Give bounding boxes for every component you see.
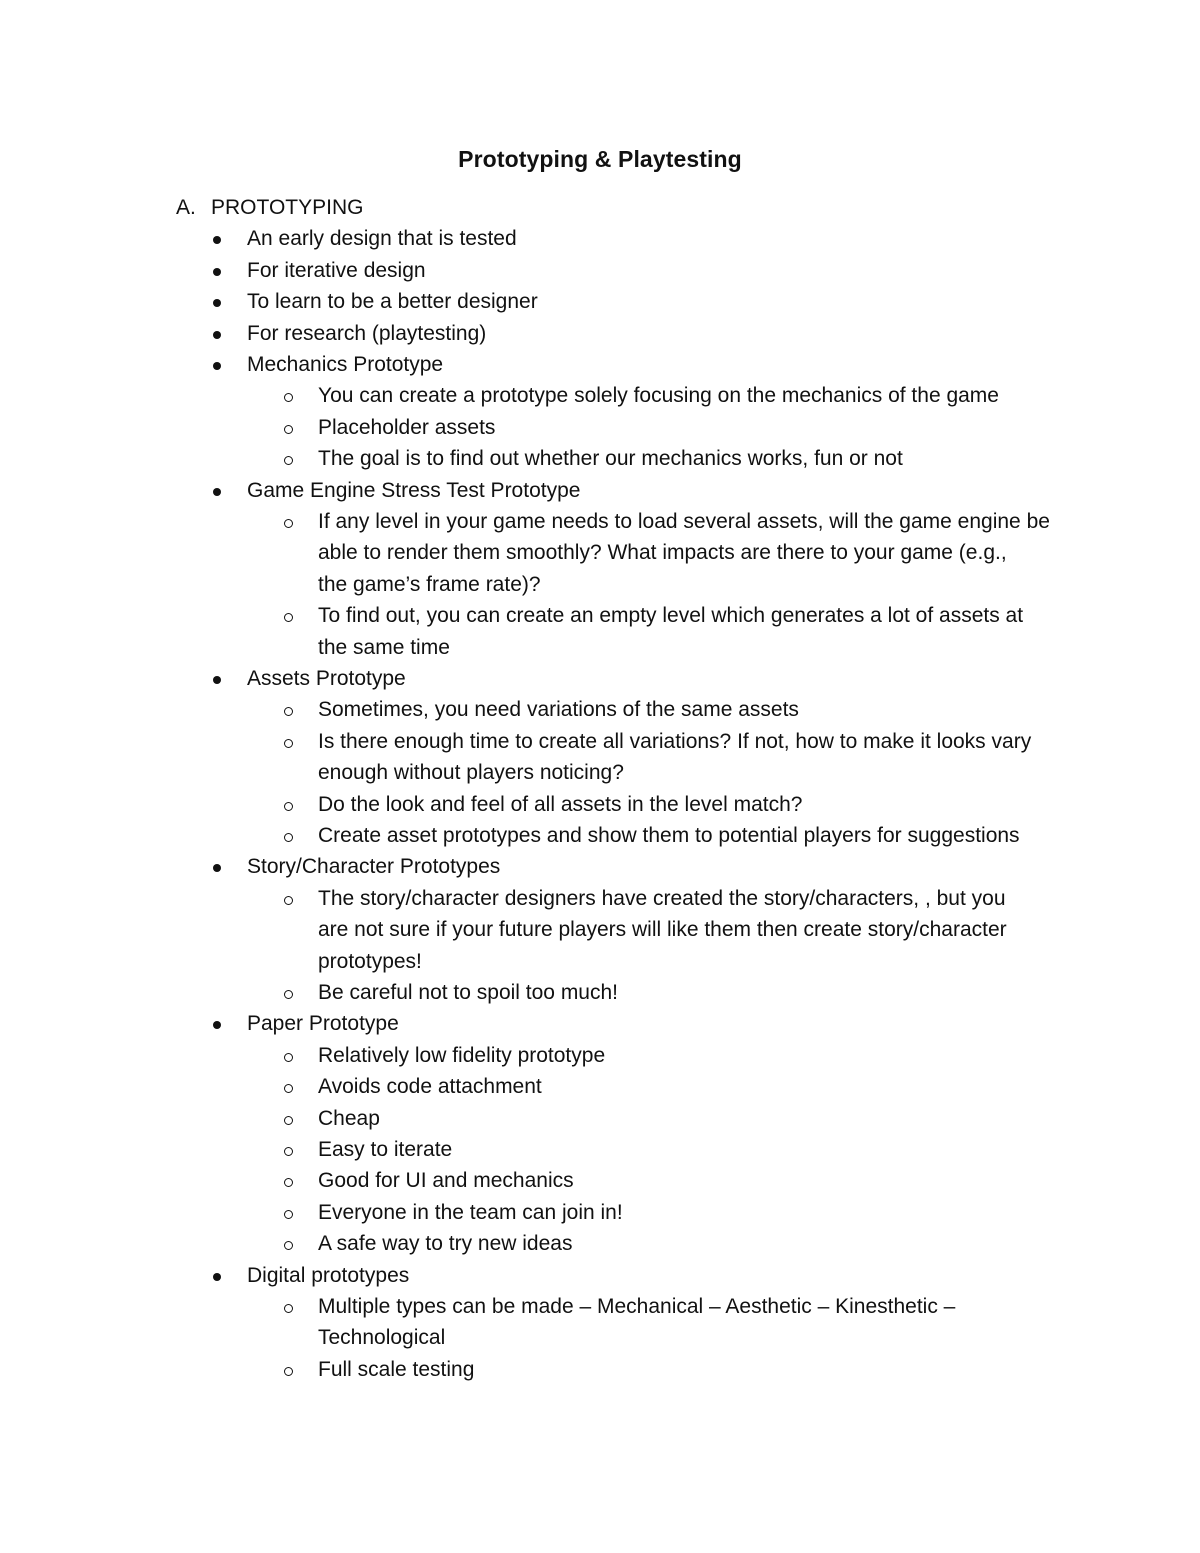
- section-marker: A.: [176, 196, 196, 219]
- list-item: To learn to be a better designer: [247, 290, 538, 314]
- sub-list-item: Create asset prototypes and show them to potential players for suggestions: [318, 824, 1020, 847]
- sub-bullet-icon: [284, 739, 293, 748]
- sub-bullet-icon: [284, 1147, 293, 1156]
- sub-list-item: the same time: [318, 635, 450, 659]
- list-item: Assets Prototype: [247, 667, 406, 690]
- document-title: Prototyping & Playtesting: [458, 146, 742, 172]
- sub-bullet-icon: [284, 896, 293, 905]
- sub-bullet-icon: [284, 1210, 293, 1219]
- sub-list-item: are not sure if your future players will like them then create story/character: [318, 918, 1007, 942]
- sub-list-item: If any level in your game needs to load several assets, will the game engine be: [318, 510, 1050, 533]
- sub-list-item: Technological: [318, 1326, 446, 1350]
- sub-list-item: A safe way to try new ideas: [318, 1232, 573, 1256]
- sub-list-item: To find out, you can create an empty level which generates a lot of assets at: [318, 604, 1024, 628]
- list-item: Mechanics Prototype: [247, 353, 444, 376]
- bullet-icon: [213, 362, 221, 370]
- sub-list-item: Be careful not to spoil too much!: [318, 981, 618, 1004]
- list-item: Story/Character Prototypes: [247, 855, 501, 879]
- list-item: For research (playtesting): [247, 321, 487, 345]
- list-item: Paper Prototype: [247, 1012, 399, 1036]
- sub-bullet-icon: [284, 393, 293, 402]
- sub-list-item: able to render them smoothly? What impacts are there to your game (e.g.,: [318, 541, 1007, 565]
- sub-list-item: Sometimes, you need variations of the same assets: [318, 698, 799, 722]
- sub-list-item: Placeholder assets: [318, 415, 496, 439]
- sub-list-item: Everyone in the team can join in!: [318, 1200, 623, 1224]
- bullet-icon: [213, 676, 221, 684]
- sub-bullet-icon: [284, 519, 293, 528]
- list-item: An early design that is tested: [247, 227, 517, 251]
- list-item: Game Engine Stress Test Prototype: [247, 478, 581, 502]
- section-heading: PROTOTYPING: [211, 196, 364, 219]
- bullet-icon: [213, 488, 221, 496]
- sub-list-item: Full scale testing: [318, 1357, 475, 1381]
- sub-bullet-icon: [284, 1178, 293, 1187]
- sub-list-item: The story/character designers have created the story/characters, , but you: [318, 886, 1006, 910]
- sub-bullet-icon: [284, 1116, 293, 1125]
- list-item: For iterative design: [247, 258, 426, 282]
- sub-bullet-icon: [284, 802, 293, 811]
- list-item: Digital prototypes: [247, 1263, 410, 1287]
- sub-list-item: Avoids code attachment: [318, 1075, 542, 1099]
- sub-list-item: Is there enough time to create all variations? If not, how to make it looks vary: [318, 729, 1032, 753]
- sub-list-item: the game’s frame rate)?: [318, 572, 541, 596]
- sub-bullet-icon: [284, 833, 293, 842]
- bullet-icon: [213, 864, 221, 872]
- bullet-icon: [213, 1021, 221, 1029]
- sub-bullet-icon: [284, 990, 293, 999]
- sub-bullet-icon: [284, 707, 293, 716]
- sub-bullet-icon: [284, 1084, 293, 1093]
- sub-list-item: enough without players noticing?: [318, 761, 624, 785]
- sub-list-item: Multiple types can be made – Mechanical – Aesthetic – Kinesthetic –: [318, 1295, 956, 1318]
- sub-bullet-icon: [284, 1367, 293, 1376]
- bullet-icon: [213, 1273, 221, 1281]
- bullet-icon: [213, 268, 221, 276]
- sub-list-item: Do the look and feel of all assets in the level match?: [318, 792, 803, 816]
- bullet-icon: [213, 299, 221, 307]
- sub-list-item: Easy to iterate: [318, 1138, 453, 1161]
- sub-list-item: prototypes!: [318, 949, 422, 973]
- sub-list-item: Good for UI and mechanics: [318, 1169, 574, 1193]
- sub-bullet-icon: [284, 1304, 293, 1313]
- sub-bullet-icon: [284, 1053, 293, 1062]
- bullet-icon: [213, 331, 221, 339]
- sub-bullet-icon: [284, 613, 293, 622]
- sub-list-item: Relatively low fidelity prototype: [318, 1043, 606, 1067]
- sub-list-item: Cheap: [318, 1106, 380, 1130]
- sub-bullet-icon: [284, 425, 293, 434]
- sub-list-item: The goal is to find out whether our mechanics works, fun or not: [318, 447, 903, 471]
- sub-list-item: You can create a prototype solely focusing on the mechanics of the game: [318, 384, 999, 408]
- bullet-icon: [213, 236, 221, 244]
- sub-bullet-icon: [284, 1241, 293, 1250]
- sub-bullet-icon: [284, 456, 293, 465]
